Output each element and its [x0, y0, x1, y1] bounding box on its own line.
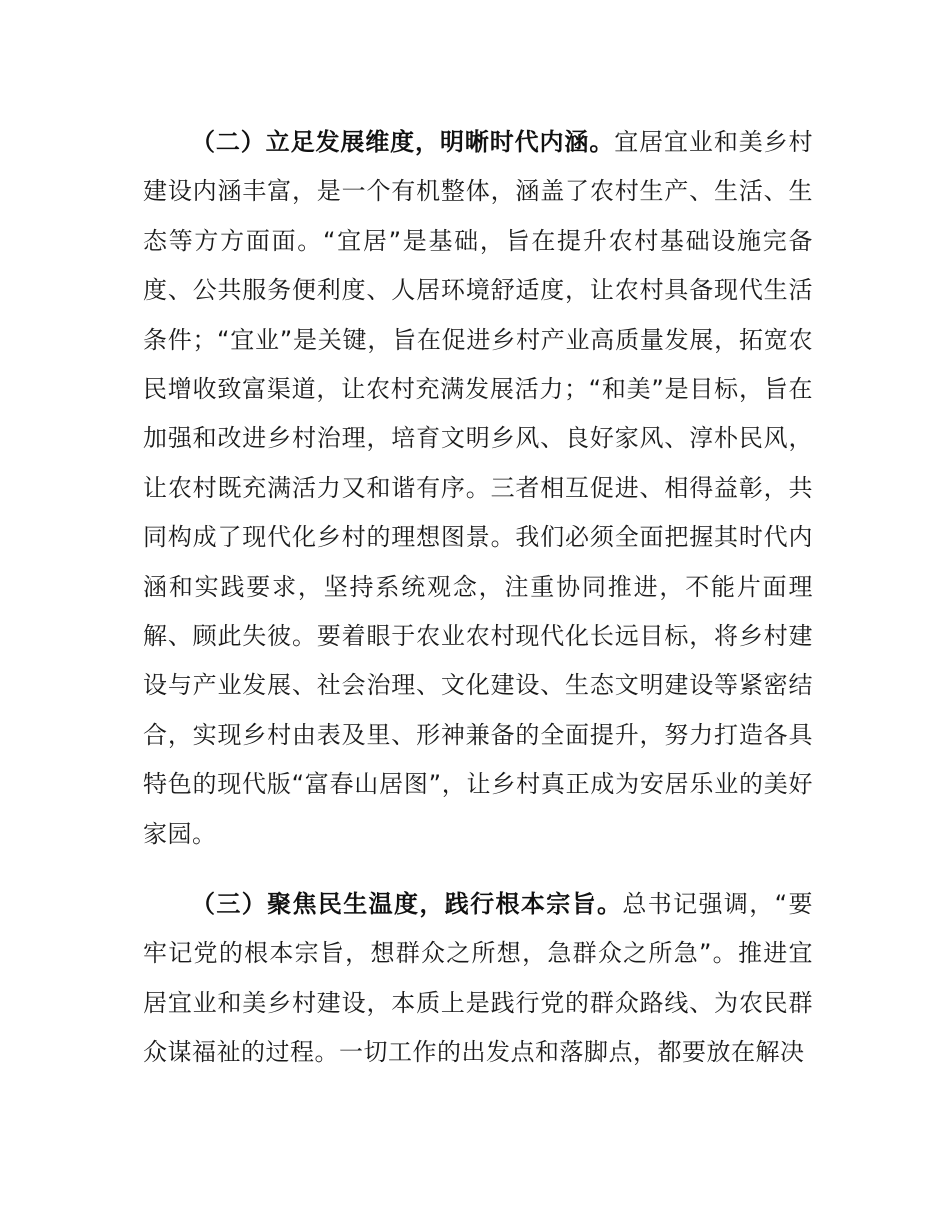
paragraph-heading: （二）立足发展维度，明晰时代内涵。: [191, 128, 615, 156]
paragraph-body: 总书记强调，“要牢记党的根本宗旨，想群众之所想，急群众之所急”。推进宜居宜业和美乡村建设，本质上是践行党的群众路线、为农民群众谋福祉的过程。一切工作的出发点和落脚点，都要放在解决: [143, 890, 813, 1067]
paragraph-body: 宜居宜业和美乡村建设内涵丰富，是一个有机整体，涵盖了农村生产、生活、生态等方方面面。“宜居”是基础，旨在提升农村基础设施完备度、公共服务便利度、人居环境舒适度，让农村具备现代生活条件；“宜业”是关键，旨在促进乡村产业高质量发展，拓宽农民增收致富渠道，让农村充满发展活力；“和美”是目标，旨在加强和改进乡村治理，培育文明乡风、良好家风、淳朴民风，让农村既充满活力又和谐有序。三者相互促进、相得益彰，共同构成了现代化乡村的理想图景。我们必须全面把握其时代内涵和实践要求，坚持系统观念，注重协同推进，不能片面理解、顾此失彼。要着眼于农业农村现代化长远目标，将乡村建设与产业发展、社会治理、文化建设、生态文明建设等紧密结合，实现乡村由表及里、形神兼备的全面提升，努力打造各具特色的现代版“富春山居图”，让乡村真正成为安居乐业的美好家园。: [143, 128, 814, 848]
paragraph-development-dimension: [143, 118, 813, 859]
paragraph-livelihood-warmth: [143, 880, 813, 1078]
paragraph-heading: （三）聚焦民生温度，践行根本宗旨。: [191, 890, 623, 918]
